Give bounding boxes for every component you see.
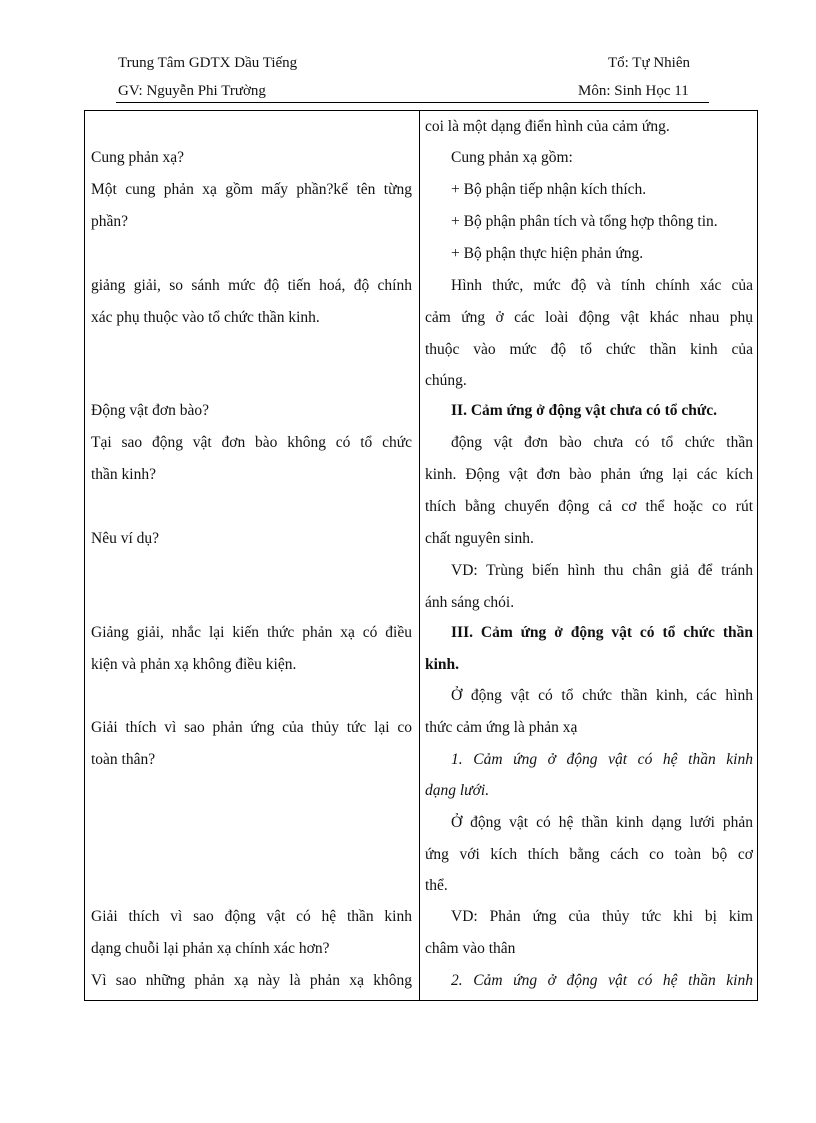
right-line: Hình thức, mức độ và tính chính xác của [451, 277, 753, 294]
right-line: thích bằng chuyển động cả cơ thể hoặc co rút [425, 498, 753, 515]
right-line: chúng. [425, 372, 467, 389]
header-department: Tổ: Tự Nhiên [608, 55, 691, 71]
right-line: + Bộ phận tiếp nhận kích thích. [451, 181, 647, 198]
left-line: kiện và phản xạ không điều kiện. [91, 656, 297, 673]
left-line: thần kinh? [91, 466, 156, 483]
lesson-table [84, 110, 758, 1001]
right-line: ánh sáng chói. [425, 594, 515, 611]
subsection-heading: dạng lưới. [425, 782, 490, 799]
section-heading: II. Cảm ứng ở động vật chưa có tổ chức. [451, 402, 717, 419]
right-line: Cung phản xạ gồm: [451, 149, 573, 166]
left-line: Nêu ví dụ? [91, 530, 160, 547]
right-line: chất nguyên sinh. [425, 530, 534, 547]
right-line: ứng với kích thích bằng cách co toàn bộ cơ [425, 846, 753, 863]
left-line: Giải thích vì sao động vật có hệ thần kinh [91, 908, 412, 925]
right-line: Ở động vật có hệ thần kinh dạng lưới phản [451, 814, 753, 831]
subsection-heading: 1. Cảm ứng ở động vật có hệ thần kinh [451, 751, 753, 768]
header-rule [116, 102, 709, 103]
left-line: dạng chuỗi lại phản xạ chính xác hơn? [91, 940, 330, 957]
left-line: Giảng giải, nhắc lại kiến thức phản xạ có điều [91, 624, 412, 641]
left-line: xác phụ thuộc vào tổ chức thần kinh. [91, 309, 320, 326]
left-line: toàn thân? [91, 751, 156, 768]
right-line: kinh. Động vật đơn bào phản ứng lại các kích [425, 466, 753, 483]
left-line: Giải thích vì sao phản ứng của thủy tức lại co [91, 719, 412, 736]
right-line: thức cảm ứng là phản xạ [425, 719, 578, 736]
right-line: thể. [425, 877, 448, 894]
right-line: thuộc vào mức độ tổ chức thần kinh của [425, 341, 753, 358]
section-heading: kinh. [425, 656, 460, 673]
left-line: Động vật đơn bào? [91, 402, 209, 419]
left-line: phần? [91, 213, 129, 230]
left-line: Một cung phản xạ gồm mấy phần?kể tên từng [91, 181, 412, 198]
header-school: Trung Tâm GDTX Dầu Tiếng [118, 55, 298, 71]
right-line: Ở động vật có tổ chức thần kinh, các hình [451, 687, 753, 704]
subsection-heading: 2. Cảm ứng ở động vật có hệ thần kinh [451, 972, 753, 989]
right-line: cảm ứng ở các loài động vật khác nhau phụ [425, 309, 753, 326]
right-line: châm vào thân [425, 940, 516, 957]
left-line: Cung phản xạ? [91, 149, 184, 166]
right-line: + Bộ phận phân tích và tổng hợp thông tin. [451, 213, 718, 230]
left-line: giảng giải, so sánh mức độ tiến hoá, độ chính [91, 277, 412, 294]
left-line: Vì sao những phản xạ này là phản xạ không [91, 972, 412, 989]
header-teacher: GV: Nguyễn Phi Trường [118, 83, 266, 99]
right-line: VD: Phản ứng của thủy tức khi bị kim [451, 908, 753, 925]
right-line: động vật đơn bào chưa có tổ chức thần [451, 434, 753, 451]
column-divider [419, 111, 420, 1000]
section-heading: III. Cảm ứng ở động vật có tổ chức thần [451, 624, 753, 641]
right-line: coi là một dạng điển hình của cảm ứng. [425, 118, 670, 135]
left-line: Tại sao động vật đơn bào không có tổ chức [91, 434, 412, 451]
header-subject: Môn: Sinh Học 11 [578, 83, 689, 99]
right-line: + Bộ phận thực hiện phản ứng. [451, 245, 644, 262]
right-line: VD: Trùng biến hình thu chân giả để tránh [451, 562, 753, 579]
